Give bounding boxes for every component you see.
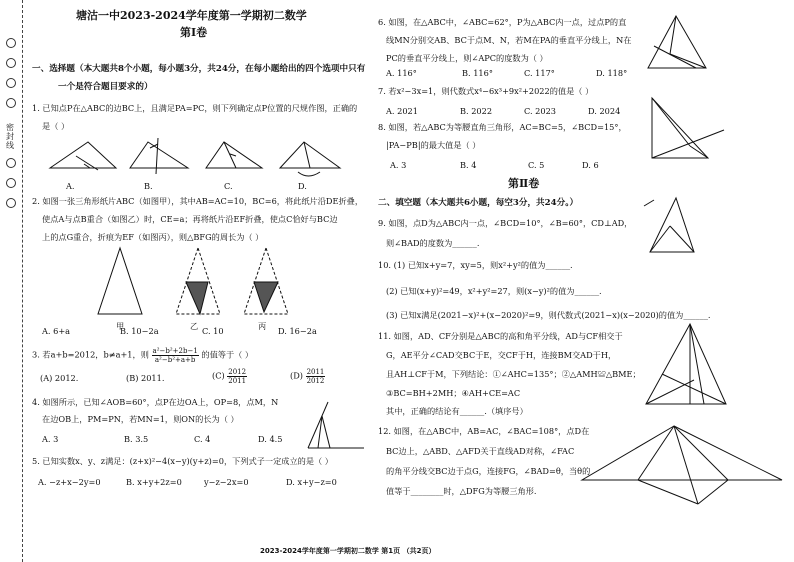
binding-hole [6, 78, 16, 88]
binding-hole [6, 58, 16, 68]
question-1-option-d: D. [298, 181, 307, 191]
question-2-option-d: D. 16−2a [278, 326, 317, 336]
question-6-option-a: A. 116° [386, 68, 417, 78]
question-3-option-d-label: (D) [290, 370, 303, 381]
question-12-stem-cont3: 值等于________时，△DFG为等腰三角形. [386, 486, 537, 496]
question-6-stem-cont: 线MN分别交AB、BC于点M、N，若M在PA的垂直平分线上，N在 [386, 35, 632, 45]
section-one-heading: 一、选择题（本大题共8个小题，每小题3分，共24分，在每小题给出的四个选项中只有 [32, 64, 366, 74]
question-8-option-d: D. 6 [582, 160, 599, 170]
question-11-stem-cont4: 其中，正确的结论有______.（填序号） [386, 406, 528, 416]
question-6-stem: 6. 如图，在△ABC中，∠ABC=62°，P为△ABC内一点，过点P的直 [378, 17, 627, 27]
question-1-stem: 1. 已知点P在△ABC的边BC上，且满足PA=PC，则下列确定点P位置的尺规作图，正确的 [32, 103, 358, 113]
question-7-option-a: A. 2021 [386, 106, 418, 116]
question-8-figure [644, 94, 726, 166]
question-9-figure [642, 196, 696, 258]
question-8-option-c: C. 5 [528, 160, 545, 170]
question-12-figure [578, 420, 786, 508]
question-2-figure-label-3: 丙 [258, 321, 267, 331]
question-2-stem: 2. 如图一张三角形纸片ABC（如图甲），其中AB=AC=10，BC=6，将此纸片沿DE折叠， [32, 196, 364, 206]
question-3-option-d-denominator: 2012 [306, 377, 325, 385]
question-3-fraction-numerator: a²−b²+2b−1 [152, 347, 198, 355]
question-4-option-b: B. 3.5 [124, 434, 149, 444]
question-5-option-c: y−z−2x=0 [204, 477, 249, 487]
question-6-option-c: C. 117° [524, 68, 555, 78]
question-2-figure-label-2: 乙 [190, 321, 199, 331]
question-4-option-c: C. 4 [194, 434, 211, 444]
question-10-part-3: (3) 已知x满足(2021−x)²+(x−2020)²=9，则代数式(2021−x)(x−2020)的值为______. [386, 310, 711, 320]
question-2-stem-cont: 使点A与点B重合（如图乙）时，CE=a；再将纸片沿EF折叠，使点C恰好与BC边 [42, 214, 338, 224]
question-1-option-c: C. [224, 181, 233, 191]
question-3-option-c-label: (C) [212, 370, 225, 381]
question-6-figure [644, 14, 708, 76]
question-5-option-d: D. x+y−z=0 [286, 477, 337, 487]
question-3-option-c-fraction [227, 368, 247, 385]
question-5-stem: 5. 已知实数x、y、z满足：(z+x)²−4(x−y)(y+z)=0，下列式子一定成立的是（ ） [32, 456, 333, 466]
question-11-stem-cont2: 且AH⊥CF于M，下列结论：①∠AHC=135°；②△AMH≌△BME； [386, 369, 641, 379]
question-7-option-c: C. 2023 [524, 106, 557, 116]
question-10-part-1: 10. (1) 已知x+y=7，xy=5，则x²+y²的值为______. [378, 260, 573, 270]
question-9-stem-cont: 则∠BAD的度数为______. [386, 238, 480, 248]
section-two-heading: 二、填空题（本大题共6小题，每空3分，共24分。） [378, 198, 579, 208]
question-4-stem-cont: 在边OB上，PM=PN，若MN=1，则ON的长为（ ） [42, 414, 239, 424]
question-3-option-c-numerator: 2012 [228, 368, 247, 376]
volume-one-heading: 第Ⅰ卷 [180, 26, 208, 39]
question-3-option-c [212, 368, 247, 385]
question-3-option-a: (A) 2012. [40, 373, 79, 383]
question-2-option-b: B. 10−2a [120, 326, 159, 336]
question-8-option-b: B. 4 [460, 160, 477, 170]
question-8-stem-cont: |PA−PB|的最大值是（ ） [386, 140, 481, 150]
question-2-stem-cont2: 上的点G重合，折痕为EF（如图丙），则△BFG的周长为（ ） [42, 232, 264, 242]
question-5-option-a: A. −z+x−2y=0 [38, 477, 101, 487]
question-11-figure [642, 320, 728, 412]
question-7-option-d: D. 2024 [588, 106, 621, 116]
question-12-stem-cont2: 的角平分线交BC边于点G，连接FG，∠BAD=θ，当θ的 [386, 466, 591, 476]
question-3-stem-text: 3. 若a+b=2012，b≠a+1，则 [32, 349, 149, 360]
exam-title: 塘沽一中2023-2024学年度第一学期初二数学 [76, 9, 307, 22]
question-12-stem: 12. 如图，在△ABC中，AB=AC，∠BAC=108°，点D在 [378, 426, 590, 436]
binding-hole [6, 198, 16, 208]
question-6-stem-cont2: PC的垂直平分线上，则∠APC的度数为（ ） [386, 53, 548, 63]
question-1-option-a: A. [66, 181, 75, 191]
question-1-stem-cont: 是（ ） [42, 121, 70, 131]
question-3-fraction-denominator: a²−b²+a+b [154, 356, 196, 364]
question-3-option-c-denominator: 2011 [228, 377, 247, 385]
question-6-option-d: D. 118° [596, 68, 628, 78]
binding-hole [6, 178, 16, 188]
question-8-option-a: A. 3 [390, 160, 407, 170]
section-one-heading-cont: 一个是符合题目要求的） [58, 82, 153, 92]
question-10-part-2: (2) 已知(x+y)²=49，x²+y²=27，则(x−y)²的值为______. [386, 286, 602, 296]
question-4-option-a: A. 3 [42, 434, 59, 444]
question-5-option-b: B. x+y+2z=0 [126, 477, 182, 487]
question-1-option-b: B. [144, 181, 153, 191]
question-4-stem: 4. 如图所示，已知∠AOB=60°，点P在边OA上，OP=8，点M，N [32, 397, 279, 407]
binding-hole [6, 38, 16, 48]
question-11-stem: 11. 如图，AD、CF分别是△ABC的高和角平分线，AD与CF相交于 [378, 331, 623, 341]
binding-hole [6, 98, 16, 108]
page-footer: 2023-2024学年度第一学期初二数学 第1页 （共2页） [260, 547, 436, 555]
question-11-stem-cont: G，AE平分∠CAD交BC于E，交CF于H，连接BM交AD于H， [386, 350, 617, 360]
question-9-stem: 9. 如图，点D为△ABC内一点，∠BCD=10°，∠B=60°，CD⊥AD， [378, 218, 633, 228]
question-3-stem [32, 347, 253, 364]
question-3-option-d-fraction [306, 368, 326, 385]
question-2-figure-label-1: 甲 [116, 321, 125, 331]
question-4-option-d: D. 4.5 [258, 434, 283, 444]
question-7-option-b: B. 2022 [460, 106, 493, 116]
binding-label: 密封线 [6, 123, 14, 150]
question-2-option-a: A. 6+a [42, 326, 71, 336]
binding-margin [0, 0, 23, 562]
question-7-stem: 7. 若x²−3x=1，则代数式x⁴−6x³+9x²+2022的值是（ ） [378, 86, 594, 96]
question-2-figures [88, 246, 328, 320]
binding-hole [6, 158, 16, 168]
question-4-figure [304, 398, 366, 454]
question-3-option-d [290, 368, 325, 385]
question-8-stem: 8. 如图，若△ABC为等腰直角三角形，AC=BC=5，∠BCD=15°， [378, 122, 627, 132]
question-12-stem-cont: BC边上，△ABD、△AFD关于直线AD对称，∠FAC [386, 446, 575, 456]
question-3-option-d-numerator: 2011 [306, 368, 325, 376]
question-3-stem-tail: 的值等于（ ） [201, 349, 254, 360]
question-11-stem-cont3: ③BC=BH+2MH；④AH+CE=AC [386, 388, 521, 398]
question-2-option-c: C. 10 [202, 326, 224, 336]
volume-two-heading: 第Ⅱ卷 [508, 177, 540, 190]
question-3-fraction [152, 347, 199, 364]
question-6-option-b: B. 116° [462, 68, 493, 78]
question-3-option-b: (B) 2011. [126, 373, 165, 383]
